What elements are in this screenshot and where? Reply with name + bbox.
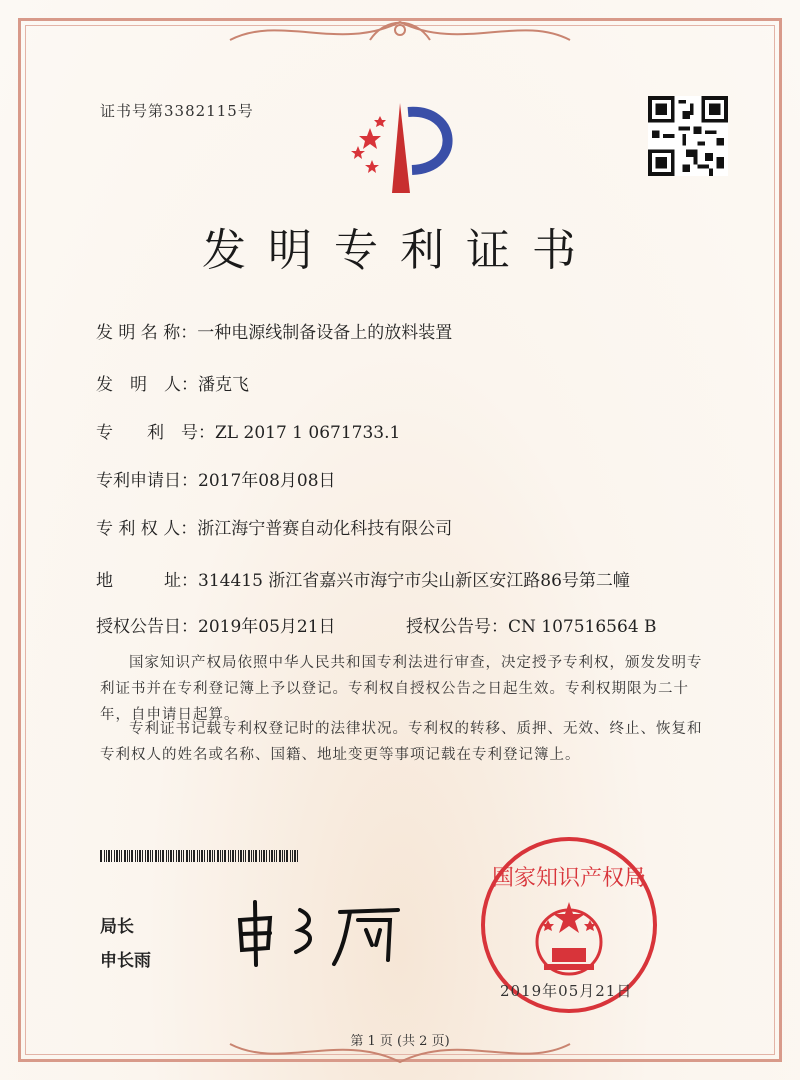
field-application-date [96, 466, 336, 491]
field-address [96, 566, 630, 591]
barcode-icon [100, 850, 300, 862]
certificate-number: 证书号第3382115号 [100, 102, 254, 120]
field-patentee [96, 514, 452, 539]
field-invention-name [96, 318, 452, 343]
field-label: 发 明 名 称： [96, 323, 198, 343]
field-grant-announcement-no [406, 612, 657, 637]
field-label: 授权公告日： [96, 617, 198, 637]
field-label: 授权公告号： [406, 617, 508, 637]
field-value: CN 107516564 B [508, 617, 657, 637]
signatory-role: 局长 [100, 917, 134, 937]
field-label: 专 利 权 人： [96, 519, 198, 539]
field-value: 2017年08月08日 [198, 471, 336, 491]
field-value: 2019年05月21日 [198, 617, 336, 637]
field-value: 一种电源线制备设备上的放料装置 [197, 323, 453, 343]
qr-code-icon [648, 96, 728, 176]
field-patent-number [96, 418, 400, 443]
field-grant-date [96, 612, 336, 637]
top-ornament-icon [220, 12, 580, 52]
field-value: ZL 2017 1 0671733.1 [215, 423, 401, 443]
field-label: 发 明 人： [96, 375, 198, 395]
statement-paragraph: 国家知识产权局依照中华人民共和国专利法进行审查，决定授予专利权，颁发发明专利证书并在专利登记簿上予以登记。专利权自授权公告之日起生效。专利权期限为二十年，自申请日起算。 [100, 655, 703, 723]
field-label: 专利申请日： [96, 471, 198, 491]
patent-office-logo-icon [340, 98, 470, 198]
field-inventor [96, 370, 249, 395]
field-label: 专 利 号： [96, 423, 215, 443]
certificate-title: 发明专利证书 [202, 225, 598, 276]
field-value: 潘克飞 [198, 375, 249, 395]
seal-date: 2019年05月21日 [500, 982, 633, 1000]
seal-text: 国家知识产权局 [491, 866, 647, 891]
statement-paragraph: 专利证书记载专利权登记时的法律状况。专利权的转移、质押、无效、终止、恢复和专利权人的姓名或名称、国籍、地址变更等事项记载在专利登记簿上。 [100, 721, 703, 763]
field-value: 浙江海宁普赛自动化科技有限公司 [197, 519, 453, 539]
page-indicator: 第 1 页 (共 2 页) [350, 1034, 450, 1049]
signatory-name: 申长雨 [100, 951, 151, 971]
field-value: 314415 浙江省嘉兴市海宁市尖山新区安江路86号第二幢 [198, 571, 630, 591]
handwritten-signature-icon [230, 890, 410, 970]
field-label: 地 址： [96, 571, 198, 591]
